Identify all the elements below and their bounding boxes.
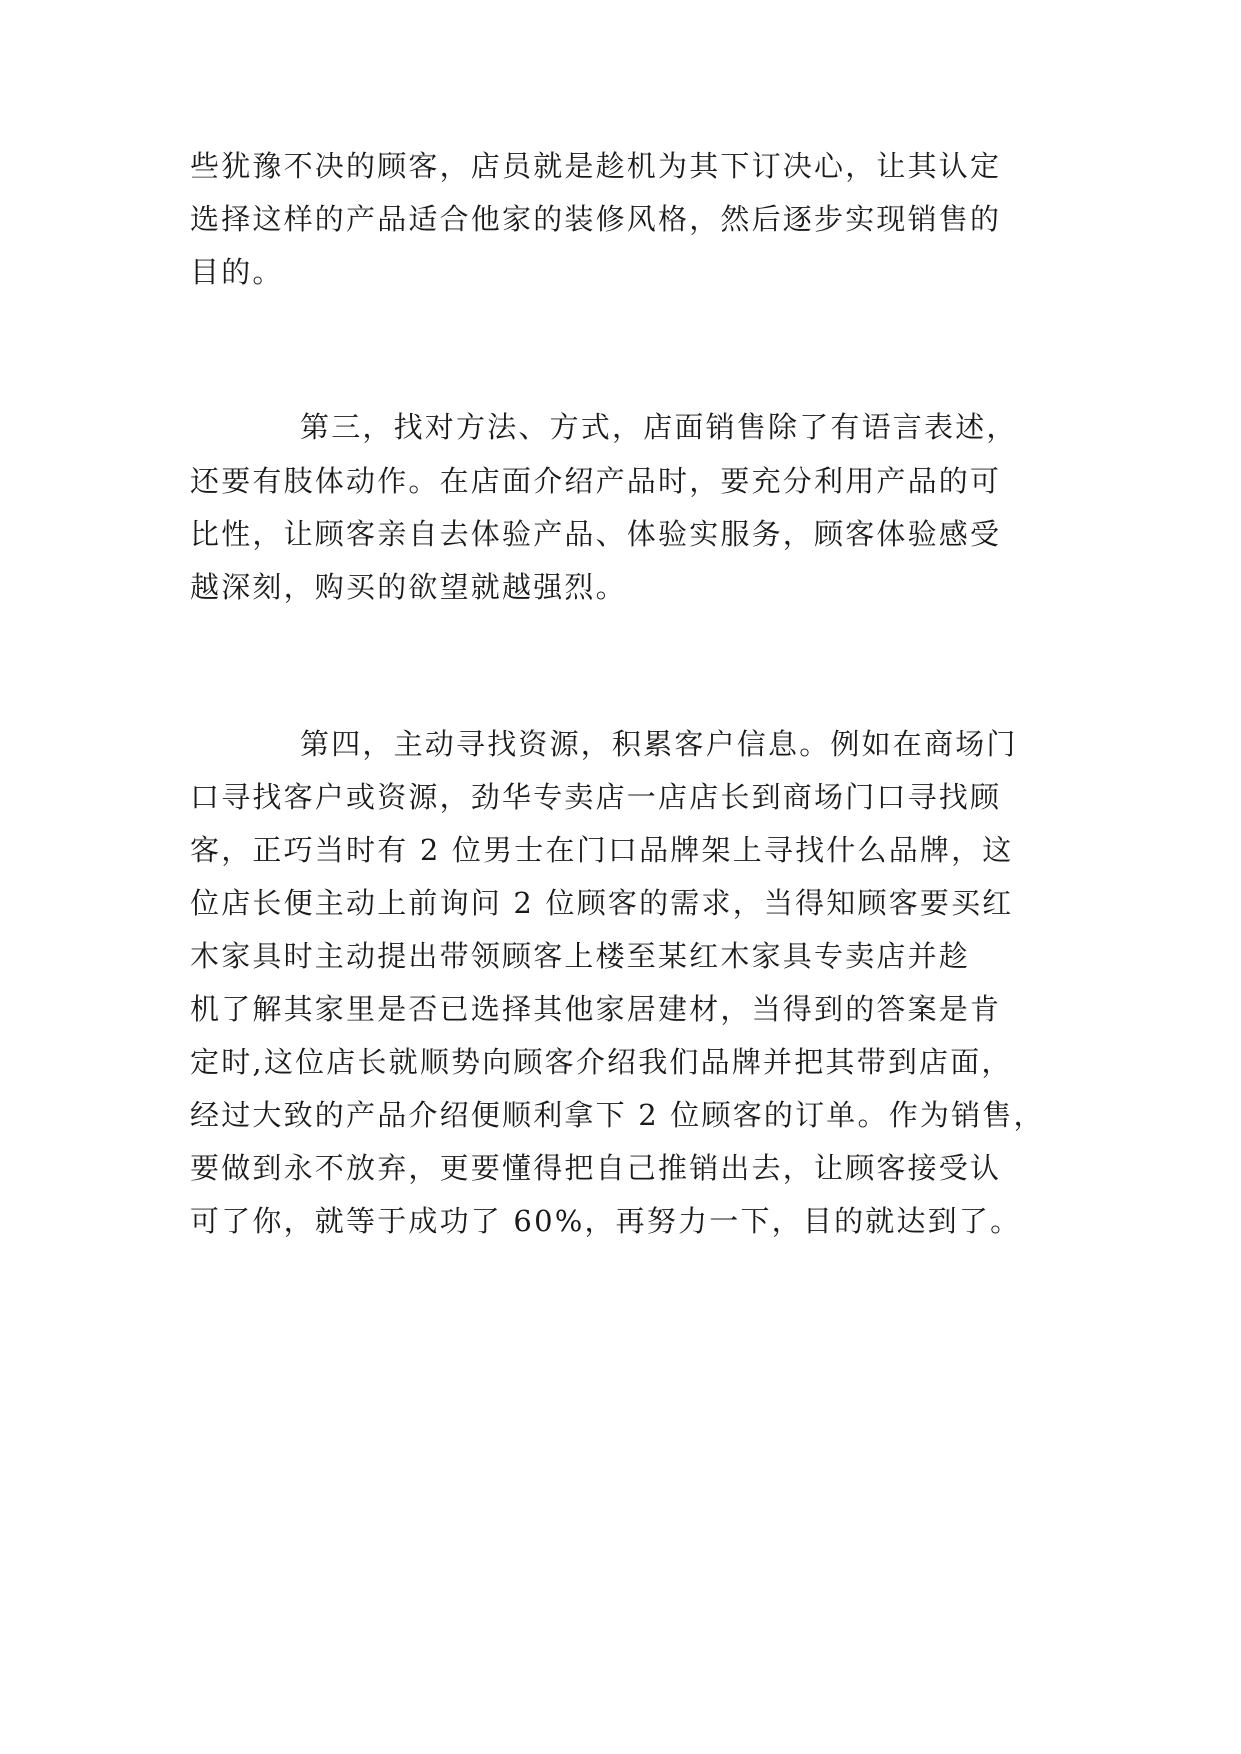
- paragraph-1-line-3: 目的。: [190, 255, 284, 289]
- paragraph-2-line-3: 比性，让顾客亲自去体验产品、体验实服务，顾客体验感受: [190, 517, 1002, 551]
- paragraph-1-line-1: 些犹豫不决的顾客，店员就是趁机为其下订决心，让其认定: [190, 149, 1002, 183]
- paragraph-1-line-2: 选择这样的产品适合他家的装修风格，然后逐步实现销售的: [190, 202, 1002, 236]
- paragraph-2-line-4: 越深刻，购买的欲望就越强烈。: [190, 570, 627, 604]
- paragraph-3-line-3: 客，正巧当时有 2 位男士在门口品牌架上寻找什么品牌，这: [190, 833, 1014, 867]
- paragraph-3-line-6: 机了解其家里是否已选择其他家居建材，当得到的答案是肯: [190, 992, 1002, 1026]
- paragraph-3-line-9: 要做到永不放弃，更要懂得把自己推销出去，让顾客接受认: [190, 1151, 1002, 1185]
- paragraph-3-line-7: 定时,这位店长就顺势向顾客介绍我们品牌并把其带到店面，: [190, 1045, 1013, 1079]
- paragraph-3-line-1: 第四，主动寻找资源，积累客户信息。例如在商场门: [300, 727, 1018, 761]
- paragraph-3-line-2: 口寻找客户或资源，劲华专卖店一店店长到商场门口寻找顾: [190, 780, 1002, 814]
- paragraph-2-line-1: 第三，找对方法、方式，店面销售除了有语言表述，: [300, 410, 1018, 444]
- paragraph-2-line-2: 还要有肢体动作。在店面介绍产品时，要充分利用产品的可: [190, 464, 1002, 498]
- paragraph-3-line-10: 可了你，就等于成功了 60%，再努力一下，目的就达到了。: [190, 1204, 1022, 1238]
- paragraph-3-line-5: 木家具时主动提出带领顾客上楼至某红木家具专卖店并趁: [190, 939, 971, 973]
- paragraph-3-line-4: 位店长便主动上前询问 2 位顾客的需求，当得知顾客要买红: [190, 886, 1014, 920]
- paragraph-3-line-8: 经过大致的产品介绍便顺利拿下 2 位顾客的订单。作为销售，: [190, 1098, 1045, 1132]
